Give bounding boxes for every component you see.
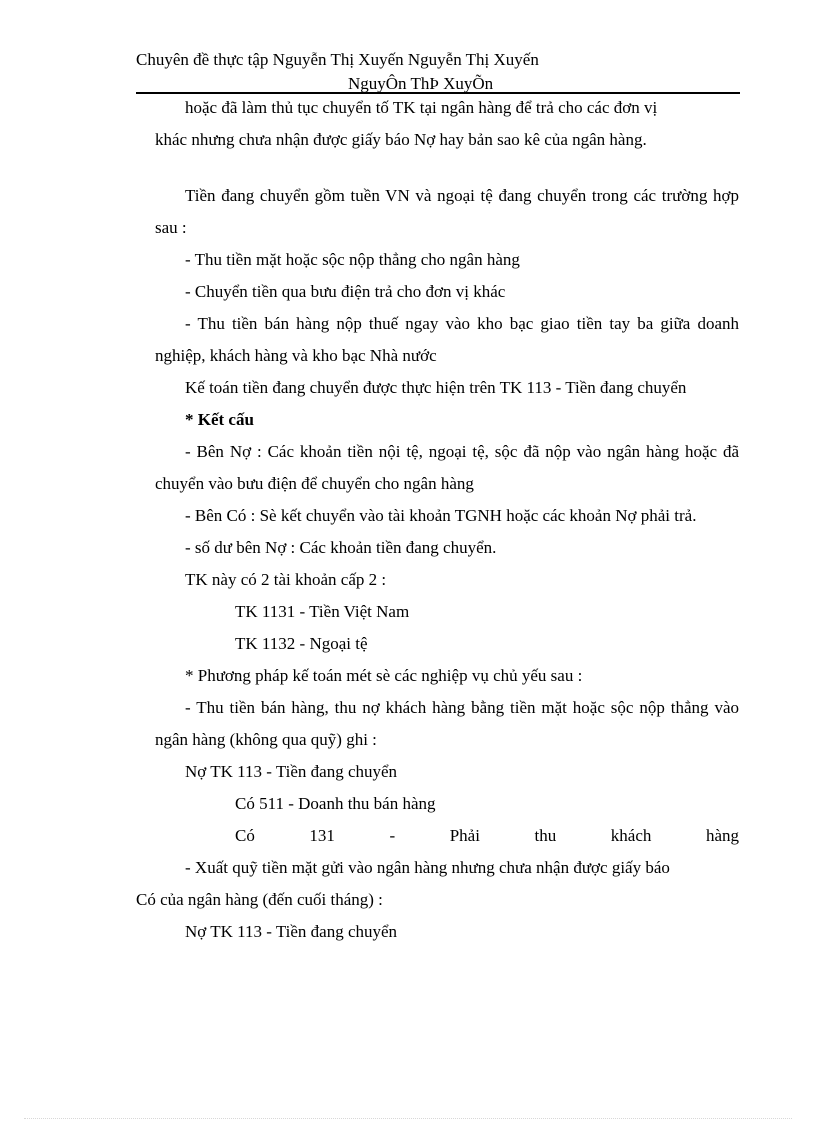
operation-1-credit-entry-511: Có 511 - Doanh thu bán hàng	[235, 794, 436, 813]
operation-2-debit-entry: Nợ TK 113 - Tiền đang chuyển	[185, 922, 398, 941]
structure-heading: * Kết cấu	[185, 410, 254, 429]
entry-word: 131	[309, 826, 335, 845]
paragraph-continuation-line-1: hoặc đã làm thủ tục chuyển tố TK tại ngân hàng để trả cho các đơn vị	[185, 98, 658, 117]
entry-word: Phải	[449, 826, 480, 845]
paragraph-transfer-definition: Tiền đang chuyển gồm tuền VN và ngoại tệ đang chuyển trong các trường hợp sau :	[155, 186, 739, 237]
sub-accounts-intro: TK này có 2 tài khoản cấp 2 :	[185, 570, 387, 589]
balance-text: - số dư bên Nợ : Các khoản tiền đang chuyển.	[185, 538, 497, 557]
header-line-2: NguyÔn ThÞ XuyÕn	[348, 74, 494, 93]
case-item-2: - Chuyển tiền qua bưu điện trả cho đơn vị khác	[185, 282, 506, 301]
page-header	[136, 48, 740, 96]
sub-account-1131: TK 1131 - Tiền Việt Nam	[235, 602, 410, 621]
paragraph-continuation-line-2: khác nhưng chưa nhận được giấy báo Nợ hay bản sao kê của ngân hàng.	[155, 130, 647, 149]
case-item-3: - Thu tiền bán hàng nộp thuế ngay vào kho bạc giao tiền tay ba giữa doanh nghiệp, khách hàng và kho bạc Nhà nước	[155, 314, 739, 365]
credit-side-text: - Bên Có : Sè kết chuyển vào tài khoản TGNH hoặc các khoản Nợ phải trả.	[185, 506, 697, 525]
entry-word: khách	[610, 826, 652, 845]
operation-1-text: - Thu tiền bán hàng, thu nợ khách hàng bằng tiền mặt hoặc sộc nộp thẳng vào ngân hàng (không qua quỹ) ghi :	[155, 698, 739, 749]
operation-1-credit-entry-131	[155, 820, 739, 852]
entry-word: hàng	[705, 826, 739, 845]
operation-2-line-2: Có của ngân hàng (đến cuối tháng) :	[136, 890, 383, 909]
operation-1-debit-entry: Nợ TK 113 - Tiền đang chuyển	[185, 762, 398, 781]
header-line-1: Chuyên đề thực tập Nguyễn Thị Xuyến Nguyễn Thị Xuyến	[136, 50, 539, 69]
debit-side-text: - Bên Nợ : Các khoản tiền nội tệ, ngoại tệ, sộc đã nộp vào ngân hàng hoặc đã chuyển vào bưu điện để chuyển cho ngân hàng	[155, 442, 739, 493]
method-heading: * Phương pháp kế toán mét sè các nghiệp vụ chủ yếu sau :	[185, 666, 583, 685]
operation-2-line-1: - Xuất quỹ tiền mặt gửi vào ngân hàng nhưng chưa nhận được giấy báo	[185, 858, 670, 877]
paragraph-account-113: Kế toán tiền đang chuyển được thực hiện trên TK 113 - Tiền đang chuyển	[185, 378, 687, 397]
document-body	[136, 92, 739, 948]
entry-word: -	[389, 826, 396, 845]
entry-word: Có	[235, 826, 255, 845]
page-bottom-divider	[24, 1118, 792, 1119]
sub-account-1132: TK 1132 - Ngoại tệ	[235, 634, 368, 653]
case-item-1: - Thu tiền mặt hoặc sộc nộp thẳng cho ngân hàng	[185, 250, 520, 269]
entry-word: thu	[534, 826, 557, 845]
